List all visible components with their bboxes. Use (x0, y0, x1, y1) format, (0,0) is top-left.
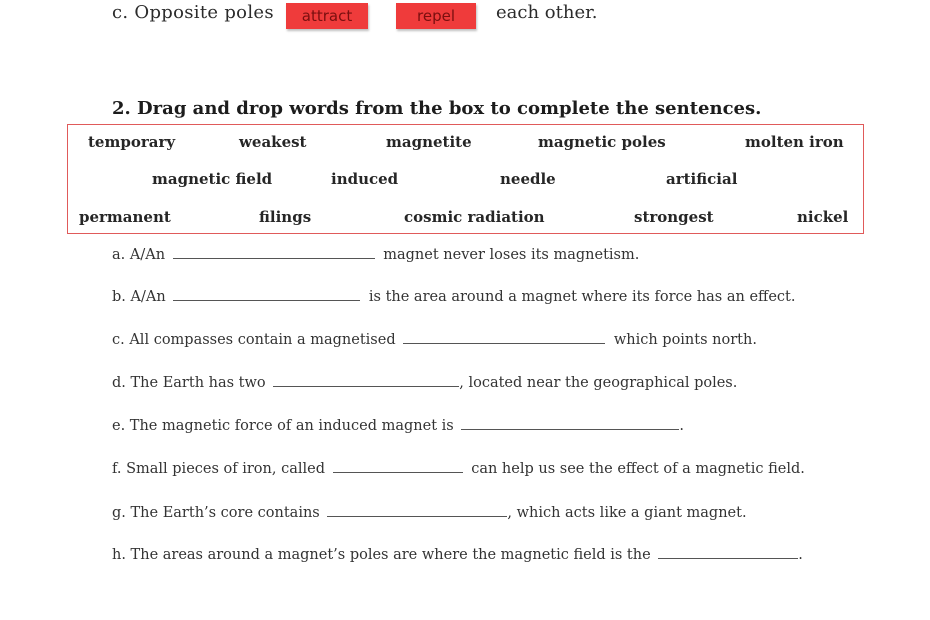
sentence-b-after: is the area around a magnet where its force has an effect. (368, 289, 796, 305)
word-magnetite[interactable]: magnetite (386, 133, 472, 151)
sentence-g (112, 504, 747, 521)
sentence-e (112, 417, 684, 434)
word-artificial[interactable]: artificial (666, 170, 738, 188)
word-strongest[interactable]: strongest (634, 208, 714, 226)
sentence-f (112, 460, 805, 477)
sentence-e-after: . (679, 418, 684, 434)
word-cosmic-radiation[interactable]: cosmic radiation (404, 208, 545, 226)
sentence-a-after: magnet never loses its magnetism. (383, 247, 640, 263)
answer-drop-repel[interactable]: repel (396, 3, 476, 29)
sentence-f-after: can help us see the effect of a magnetic field. (471, 461, 805, 477)
sentence-e-before: e. The magnetic force of an induced magnet is (112, 418, 454, 434)
blank-h[interactable] (658, 546, 798, 559)
blank-b[interactable] (173, 288, 360, 301)
word-molten-iron[interactable]: molten iron (745, 133, 844, 151)
sentence-a (112, 246, 639, 263)
word-filings[interactable]: filings (259, 208, 312, 226)
blank-g[interactable] (327, 504, 507, 517)
word-bank-box (67, 124, 864, 234)
prev-question-text: c. Opposite poles (112, 2, 274, 23)
word-nickel[interactable]: nickel (797, 208, 849, 226)
sentence-d (112, 374, 737, 391)
word-induced[interactable]: induced (331, 170, 399, 188)
sentence-g-after: , which acts like a giant magnet. (507, 505, 747, 521)
sentence-f-before: f. Small pieces of iron, called (112, 461, 325, 477)
sentence-g-before: g. The Earth’s core contains (112, 505, 320, 521)
sentence-h-after: . (798, 547, 803, 563)
word-permanent[interactable]: permanent (79, 208, 171, 226)
blank-e[interactable] (461, 417, 679, 430)
word-magnetic-field[interactable]: magnetic field (152, 170, 273, 188)
blank-c[interactable] (403, 331, 605, 344)
sentence-a-before: a. A/An (112, 247, 166, 263)
question-title: 2. Drag and drop words from the box to complete the sentences. (112, 98, 762, 119)
word-temporary[interactable]: temporary (88, 133, 176, 151)
prev-question-suffix: each other. (496, 2, 598, 23)
word-needle[interactable]: needle (500, 170, 556, 188)
sentence-c (112, 331, 757, 348)
word-magnetic-poles[interactable]: magnetic poles (538, 133, 666, 151)
sentence-c-before: c. All compasses contain a magnetised (112, 332, 396, 348)
blank-a[interactable] (173, 246, 375, 259)
blank-f[interactable] (333, 460, 463, 473)
blank-d[interactable] (273, 374, 459, 387)
sentence-d-after: , located near the geographical poles. (459, 375, 738, 391)
word-weakest[interactable]: weakest (239, 133, 307, 151)
sentence-b (112, 288, 795, 305)
sentence-b-before: b. A/An (112, 289, 166, 305)
sentence-h-before: h. The areas around a magnet’s poles are where the magnetic field is the (112, 547, 651, 563)
sentence-c-after: which points north. (613, 332, 757, 348)
sentence-d-before: d. The Earth has two (112, 375, 266, 391)
answer-drop-attract[interactable]: attract (286, 3, 368, 29)
sentence-h (112, 546, 803, 563)
